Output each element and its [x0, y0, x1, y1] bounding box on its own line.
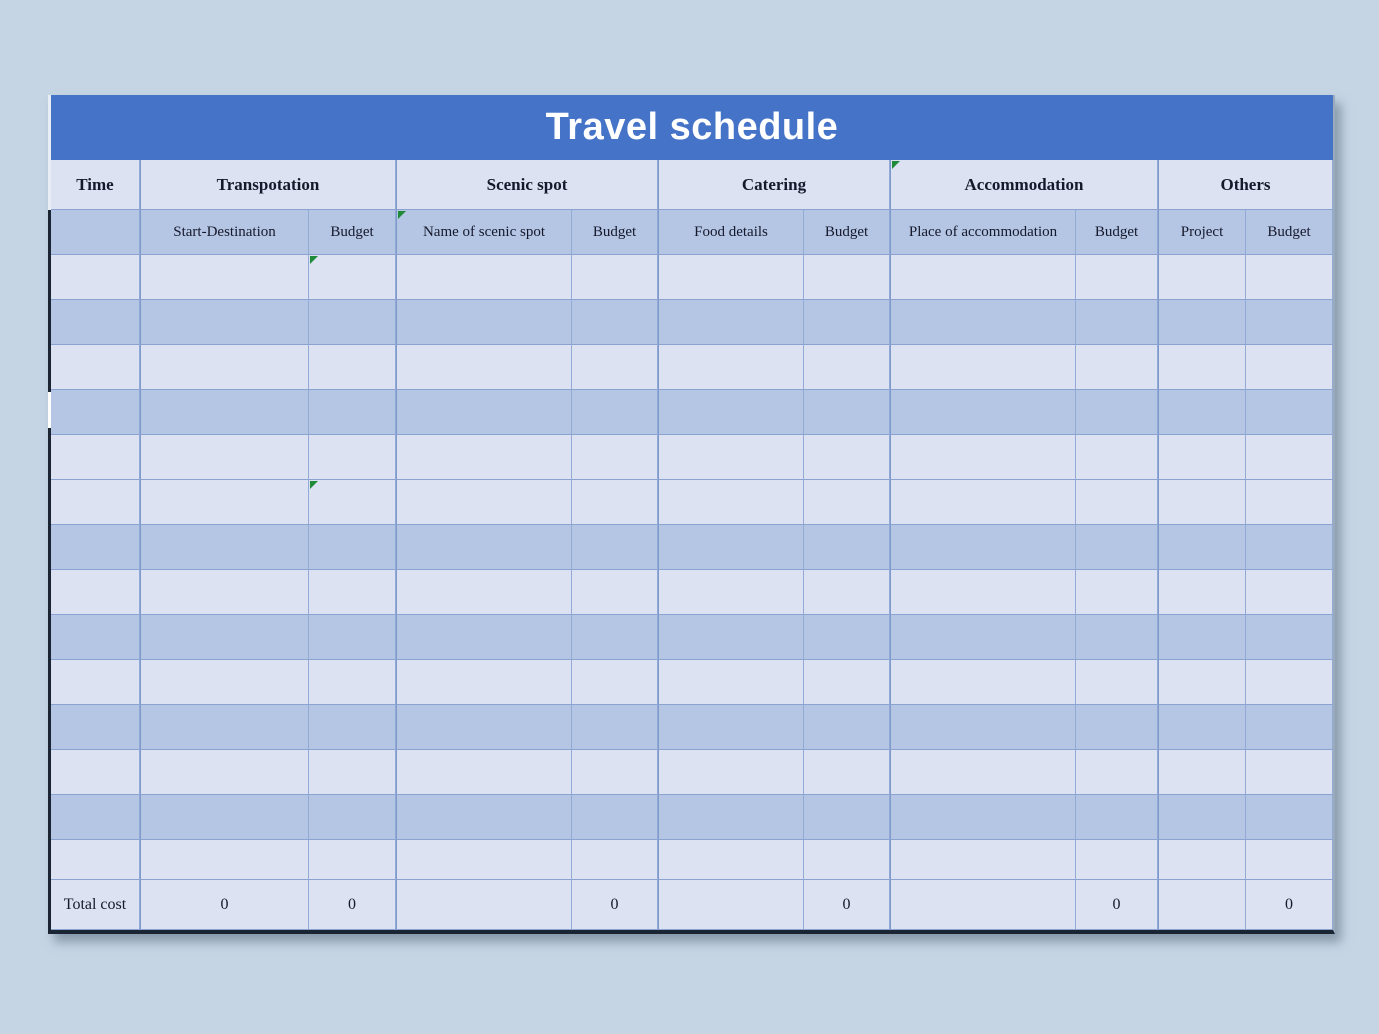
cell-r12-c1[interactable] [51, 750, 140, 795]
cell-r1-c7[interactable] [804, 255, 890, 300]
cell-r3-c3[interactable] [309, 345, 396, 390]
cell-r4-c7[interactable] [804, 390, 890, 435]
cell-r14-c5[interactable] [572, 840, 658, 880]
cell-r6-c11[interactable] [1246, 480, 1333, 525]
cell-r7-c2[interactable] [140, 525, 309, 570]
cell-r4-c9[interactable] [1076, 390, 1158, 435]
cell-r14-c2[interactable] [140, 840, 309, 880]
cell-r7-c9[interactable] [1076, 525, 1158, 570]
cell-r5-c7[interactable] [804, 435, 890, 480]
cell-r14-c4[interactable] [396, 840, 572, 880]
cell-r11-c10[interactable] [1158, 705, 1246, 750]
cell-r10-c9[interactable] [1076, 660, 1158, 705]
cell-r8-c3[interactable] [309, 570, 396, 615]
cell-r6-c8[interactable] [890, 480, 1076, 525]
cell-r9-c7[interactable] [804, 615, 890, 660]
cell-r2-c8[interactable] [890, 300, 1076, 345]
group-header-catering[interactable]: Catering [658, 160, 890, 210]
cell-r2-c1[interactable] [51, 300, 140, 345]
cell-r12-c2[interactable] [140, 750, 309, 795]
cell-r10-c8[interactable] [890, 660, 1076, 705]
cell-r12-c7[interactable] [804, 750, 890, 795]
comment-indicator-icon [398, 211, 406, 219]
cell-r2-c10[interactable] [1158, 300, 1246, 345]
cell-r4-c8[interactable] [890, 390, 1076, 435]
cell-r10-c11[interactable] [1246, 660, 1333, 705]
column-header-start-destination[interactable]: Start-Destination [140, 210, 309, 255]
cell-r7-c8[interactable] [890, 525, 1076, 570]
cell-r5-c1[interactable] [51, 435, 140, 480]
cell-r12-c11[interactable] [1246, 750, 1333, 795]
cell-r4-c1[interactable] [51, 390, 140, 435]
cell-r4-c10[interactable] [1158, 390, 1246, 435]
cell-r9-c4[interactable] [396, 615, 572, 660]
cell-r8-c7[interactable] [804, 570, 890, 615]
cell-r5-c2[interactable] [140, 435, 309, 480]
cell-r8-c4[interactable] [396, 570, 572, 615]
cell-r3-c10[interactable] [1158, 345, 1246, 390]
cell-r12-c8[interactable] [890, 750, 1076, 795]
cell-r13-c8[interactable] [890, 795, 1076, 840]
total-value-cell-c3[interactable]: 0 [309, 880, 396, 930]
left-edge-highlight [48, 95, 51, 210]
cell-r9-c6[interactable] [658, 615, 804, 660]
cell-r12-c5[interactable] [572, 750, 658, 795]
total-cost-label-cell[interactable]: Total cost [51, 880, 140, 930]
cell-r9-c11[interactable] [1246, 615, 1333, 660]
cell-r14-c9[interactable] [1076, 840, 1158, 880]
cell-r7-c3[interactable] [309, 525, 396, 570]
cell-r10-c6[interactable] [658, 660, 804, 705]
column-header-food-details[interactable]: Food details [658, 210, 804, 255]
column-header-budget[interactable]: Budget [309, 210, 396, 255]
cell-r1-c1[interactable] [51, 255, 140, 300]
cell-r14-c1[interactable] [51, 840, 140, 880]
cell-r7-c11[interactable] [1246, 525, 1333, 570]
cell-r8-c2[interactable] [140, 570, 309, 615]
cell-r10-c7[interactable] [804, 660, 890, 705]
comment-indicator-icon [310, 481, 318, 489]
cell-r8-c9[interactable] [1076, 570, 1158, 615]
cell-r11-c6[interactable] [658, 705, 804, 750]
cell-r8-c6[interactable] [658, 570, 804, 615]
comment-indicator-icon [310, 256, 318, 264]
cell-r7-c5[interactable] [572, 525, 658, 570]
cell-r5-c3[interactable] [309, 435, 396, 480]
cell-r12-c6[interactable] [658, 750, 804, 795]
cell-r9-c8[interactable] [890, 615, 1076, 660]
cell-r9-c9[interactable] [1076, 615, 1158, 660]
cell-r7-c10[interactable] [1158, 525, 1246, 570]
cell-r13-c3[interactable] [309, 795, 396, 840]
cell-r3-c11[interactable] [1246, 345, 1333, 390]
cell-r7-c1[interactable] [51, 525, 140, 570]
cell-r2-c3[interactable] [309, 300, 396, 345]
column-header-name-of-scenic-spot[interactable]: Name of scenic spot [396, 210, 572, 255]
cell-r14-c10[interactable] [1158, 840, 1246, 880]
cell-r5-c6[interactable] [658, 435, 804, 480]
column-header-budget-2[interactable]: Budget [572, 210, 658, 255]
cell-r4-c5[interactable] [572, 390, 658, 435]
comment-indicator-icon [892, 161, 900, 169]
cell-r11-c4[interactable] [396, 705, 572, 750]
total-value-cell-c8[interactable] [890, 880, 1076, 930]
cell-r13-c10[interactable] [1158, 795, 1246, 840]
cell-r9-c2[interactable] [140, 615, 309, 660]
cell-r8-c5[interactable] [572, 570, 658, 615]
cell-r4-c2[interactable] [140, 390, 309, 435]
left-edge-notch [48, 392, 51, 428]
cell-r6-c3[interactable] [309, 480, 396, 525]
cell-r13-c11[interactable] [1246, 795, 1333, 840]
cell-r5-c10[interactable] [1158, 435, 1246, 480]
cell-r6-c5[interactable] [572, 480, 658, 525]
total-value-cell-c2[interactable]: 0 [140, 880, 309, 930]
cell-r5-c11[interactable] [1246, 435, 1333, 480]
cell-r10-c3[interactable] [309, 660, 396, 705]
cell-r13-c5[interactable] [572, 795, 658, 840]
cell-r3-c5[interactable] [572, 345, 658, 390]
total-value-cell-c6[interactable] [658, 880, 804, 930]
cell-r3-c4[interactable] [396, 345, 572, 390]
cell-r2-c2[interactable] [140, 300, 309, 345]
cell-r13-c9[interactable] [1076, 795, 1158, 840]
cell-r6-c6[interactable] [658, 480, 804, 525]
total-value-cell-c10[interactable] [1158, 880, 1246, 930]
cell-r2-c11[interactable] [1246, 300, 1333, 345]
cell-r13-c1[interactable] [51, 795, 140, 840]
cell-r1-c4[interactable] [396, 255, 572, 300]
cell-r1-c6[interactable] [658, 255, 804, 300]
cell-r2-c4[interactable] [396, 300, 572, 345]
cell-r10-c2[interactable] [140, 660, 309, 705]
cell-r6-c7[interactable] [804, 480, 890, 525]
travel-schedule-spreadsheet [48, 95, 1335, 934]
cell-r8-c1[interactable] [51, 570, 140, 615]
column-header-place-of-accommodation[interactable]: Place of accommodation [890, 210, 1076, 255]
cell-r5-c4[interactable] [396, 435, 572, 480]
cell-r11-c7[interactable] [804, 705, 890, 750]
total-value-cell-c11[interactable]: 0 [1246, 880, 1333, 930]
cell-r14-c7[interactable] [804, 840, 890, 880]
cell-r11-c9[interactable] [1076, 705, 1158, 750]
cell-r4-c6[interactable] [658, 390, 804, 435]
cell-r10-c10[interactable] [1158, 660, 1246, 705]
column-header-budget-4[interactable]: Budget [1076, 210, 1158, 255]
cell-r14-c6[interactable] [658, 840, 804, 880]
cell-r2-c6[interactable] [658, 300, 804, 345]
cell-r13-c7[interactable] [804, 795, 890, 840]
cell-r5-c9[interactable] [1076, 435, 1158, 480]
column-header-budget-3[interactable]: Budget [804, 210, 890, 255]
cell-r9-c1[interactable] [51, 615, 140, 660]
schedule-table [51, 160, 1333, 930]
cell-r3-c1[interactable] [51, 345, 140, 390]
cell-r8-c10[interactable] [1158, 570, 1246, 615]
cell-r11-c3[interactable] [309, 705, 396, 750]
cell-r1-c5[interactable] [572, 255, 658, 300]
cell-r4-c11[interactable] [1246, 390, 1333, 435]
group-header-accommodation[interactable]: Accommodation [890, 160, 1158, 210]
cell-r7-c6[interactable] [658, 525, 804, 570]
cell-r12-c3[interactable] [309, 750, 396, 795]
cell-r2-c5[interactable] [572, 300, 658, 345]
cell-r10-c1[interactable] [51, 660, 140, 705]
total-value-cell-c4[interactable] [396, 880, 572, 930]
cell-r14-c3[interactable] [309, 840, 396, 880]
cell-r9-c10[interactable] [1158, 615, 1246, 660]
cell-r9-c3[interactable] [309, 615, 396, 660]
cell-r13-c4[interactable] [396, 795, 572, 840]
cell-r5-c8[interactable] [890, 435, 1076, 480]
cell-r11-c2[interactable] [140, 705, 309, 750]
cell-r12-c10[interactable] [1158, 750, 1246, 795]
cell-r1-c9[interactable] [1076, 255, 1158, 300]
total-value-cell-c9[interactable]: 0 [1076, 880, 1158, 930]
column-header-empty[interactable] [51, 210, 140, 255]
cell-r1-c10[interactable] [1158, 255, 1246, 300]
cell-r13-c2[interactable] [140, 795, 309, 840]
cell-r1-c11[interactable] [1246, 255, 1333, 300]
cell-r4-c4[interactable] [396, 390, 572, 435]
cell-r7-c7[interactable] [804, 525, 890, 570]
cell-r6-c10[interactable] [1158, 480, 1246, 525]
cell-r14-c11[interactable] [1246, 840, 1333, 880]
cell-r11-c1[interactable] [51, 705, 140, 750]
cell-r14-c8[interactable] [890, 840, 1076, 880]
column-header-budget-5[interactable]: Budget [1246, 210, 1333, 255]
total-value-cell-c5[interactable]: 0 [572, 880, 658, 930]
cell-r10-c4[interactable] [396, 660, 572, 705]
cell-r6-c1[interactable] [51, 480, 140, 525]
cell-r11-c8[interactable] [890, 705, 1076, 750]
cell-r10-c5[interactable] [572, 660, 658, 705]
cell-r3-c8[interactable] [890, 345, 1076, 390]
cell-r2-c7[interactable] [804, 300, 890, 345]
cell-r1-c2[interactable] [140, 255, 309, 300]
sheet-title-cell[interactable]: Travel schedule [51, 95, 1333, 160]
cell-r11-c11[interactable] [1246, 705, 1333, 750]
cell-r4-c3[interactable] [309, 390, 396, 435]
cell-r6-c4[interactable] [396, 480, 572, 525]
cell-r3-c2[interactable] [140, 345, 309, 390]
cell-r3-c6[interactable] [658, 345, 804, 390]
cell-r2-c9[interactable] [1076, 300, 1158, 345]
group-header-scenic-spot[interactable]: Scenic spot [396, 160, 658, 210]
cell-r5-c5[interactable] [572, 435, 658, 480]
column-header-project[interactable]: Project [1158, 210, 1246, 255]
cell-r11-c5[interactable] [572, 705, 658, 750]
group-header-time[interactable]: Time [51, 160, 140, 210]
cell-r12-c4[interactable] [396, 750, 572, 795]
group-header-transpotation[interactable]: Transpotation [140, 160, 396, 210]
total-value-cell-c7[interactable]: 0 [804, 880, 890, 930]
cell-r6-c9[interactable] [1076, 480, 1158, 525]
cell-r3-c9[interactable] [1076, 345, 1158, 390]
cell-r7-c4[interactable] [396, 525, 572, 570]
cell-r1-c8[interactable] [890, 255, 1076, 300]
cell-r13-c6[interactable] [658, 795, 804, 840]
cell-r3-c7[interactable] [804, 345, 890, 390]
cell-r8-c8[interactable] [890, 570, 1076, 615]
cell-r1-c3[interactable] [309, 255, 396, 300]
cell-r12-c9[interactable] [1076, 750, 1158, 795]
group-header-others[interactable]: Others [1158, 160, 1333, 210]
cell-r8-c11[interactable] [1246, 570, 1333, 615]
cell-r9-c5[interactable] [572, 615, 658, 660]
cell-r6-c2[interactable] [140, 480, 309, 525]
